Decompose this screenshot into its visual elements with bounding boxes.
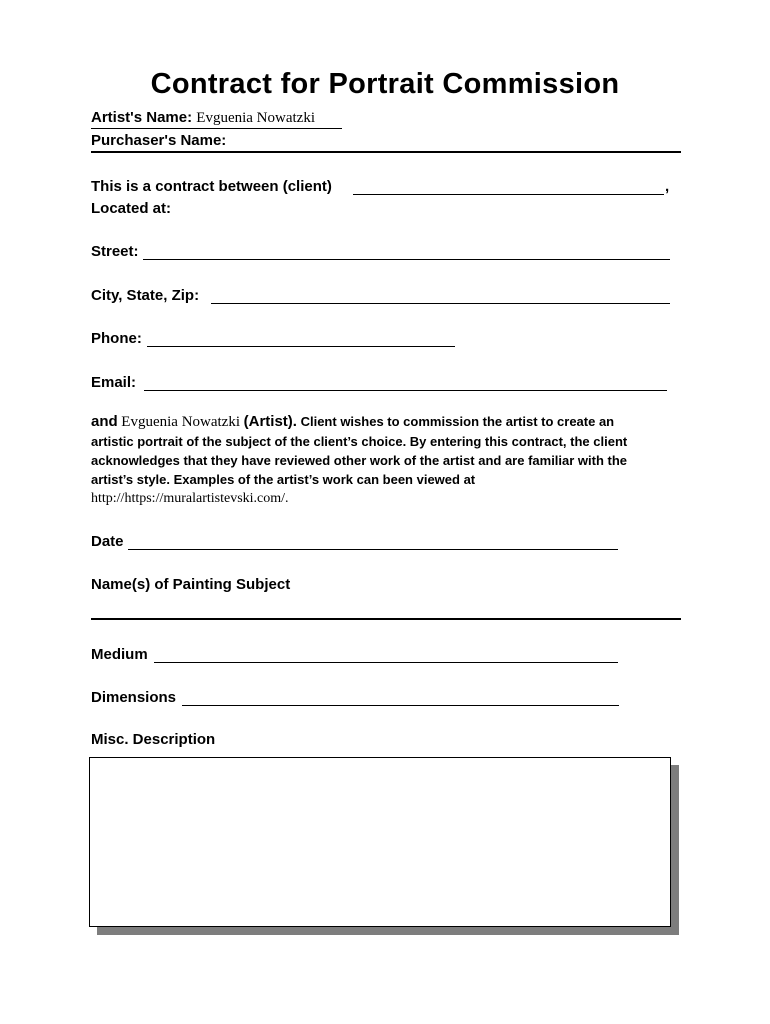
paragraph-lead: and <box>91 413 118 430</box>
document-title: Contract for Portrait Commission <box>150 68 620 100</box>
artist-name-value: Evguenia Nowatzki <box>196 110 315 126</box>
artist-name-underline <box>91 128 342 129</box>
street-label: Street: <box>91 243 139 260</box>
date-field[interactable] <box>128 549 618 550</box>
client-name-field[interactable] <box>353 194 664 195</box>
paragraph-line-3: acknowledges that they have reviewed other work of the artist and are familiar with the <box>91 453 628 468</box>
located-at-label: Located at: <box>91 200 172 217</box>
paragraph-artist-role: (Artist). <box>243 413 297 430</box>
painting-subject-label: Name(s) of Painting Subject <box>91 576 291 593</box>
contract-between-suffix: , <box>665 178 670 195</box>
email-field[interactable] <box>144 390 667 391</box>
medium-field[interactable] <box>154 662 618 663</box>
paragraph-line-2: artistic portrait of the subject of the client’s choice. By entering this contract, the client <box>91 434 628 449</box>
artist-website-link[interactable]: http://https://muralartistevski.com/. <box>91 491 289 506</box>
paragraph-line-1 <box>91 412 681 432</box>
city-state-zip-field[interactable] <box>211 303 670 304</box>
dimensions-label: Dimensions <box>91 689 177 706</box>
artist-name-label: Artist's Name: <box>91 109 193 126</box>
paragraph-artist-name: Evguenia Nowatzki <box>121 414 241 430</box>
paragraph-line-4: artist’s style. Examples of the artist’s work can been viewed at <box>91 472 476 487</box>
contract-between-label: This is a contract between (client) <box>91 178 332 195</box>
dimensions-field[interactable] <box>182 705 619 706</box>
purchaser-name-label: Purchaser's Name: <box>91 132 227 149</box>
street-field[interactable] <box>143 259 670 260</box>
misc-description-label: Misc. Description <box>91 731 216 748</box>
purchaser-name-field[interactable] <box>91 151 681 153</box>
date-label: Date <box>91 533 124 550</box>
phone-field[interactable] <box>147 346 455 347</box>
misc-description-box[interactable] <box>89 757 671 927</box>
city-state-zip-label: City, State, Zip: <box>91 287 200 304</box>
artist-name-row <box>91 109 315 127</box>
paragraph-line-1-rest: Client wishes to commission the artist to create an <box>300 414 615 429</box>
painting-subject-field[interactable] <box>91 618 681 620</box>
medium-label: Medium <box>91 646 148 663</box>
phone-label: Phone: <box>91 330 142 347</box>
contract-paragraph <box>91 412 681 508</box>
email-label: Email: <box>91 374 137 391</box>
